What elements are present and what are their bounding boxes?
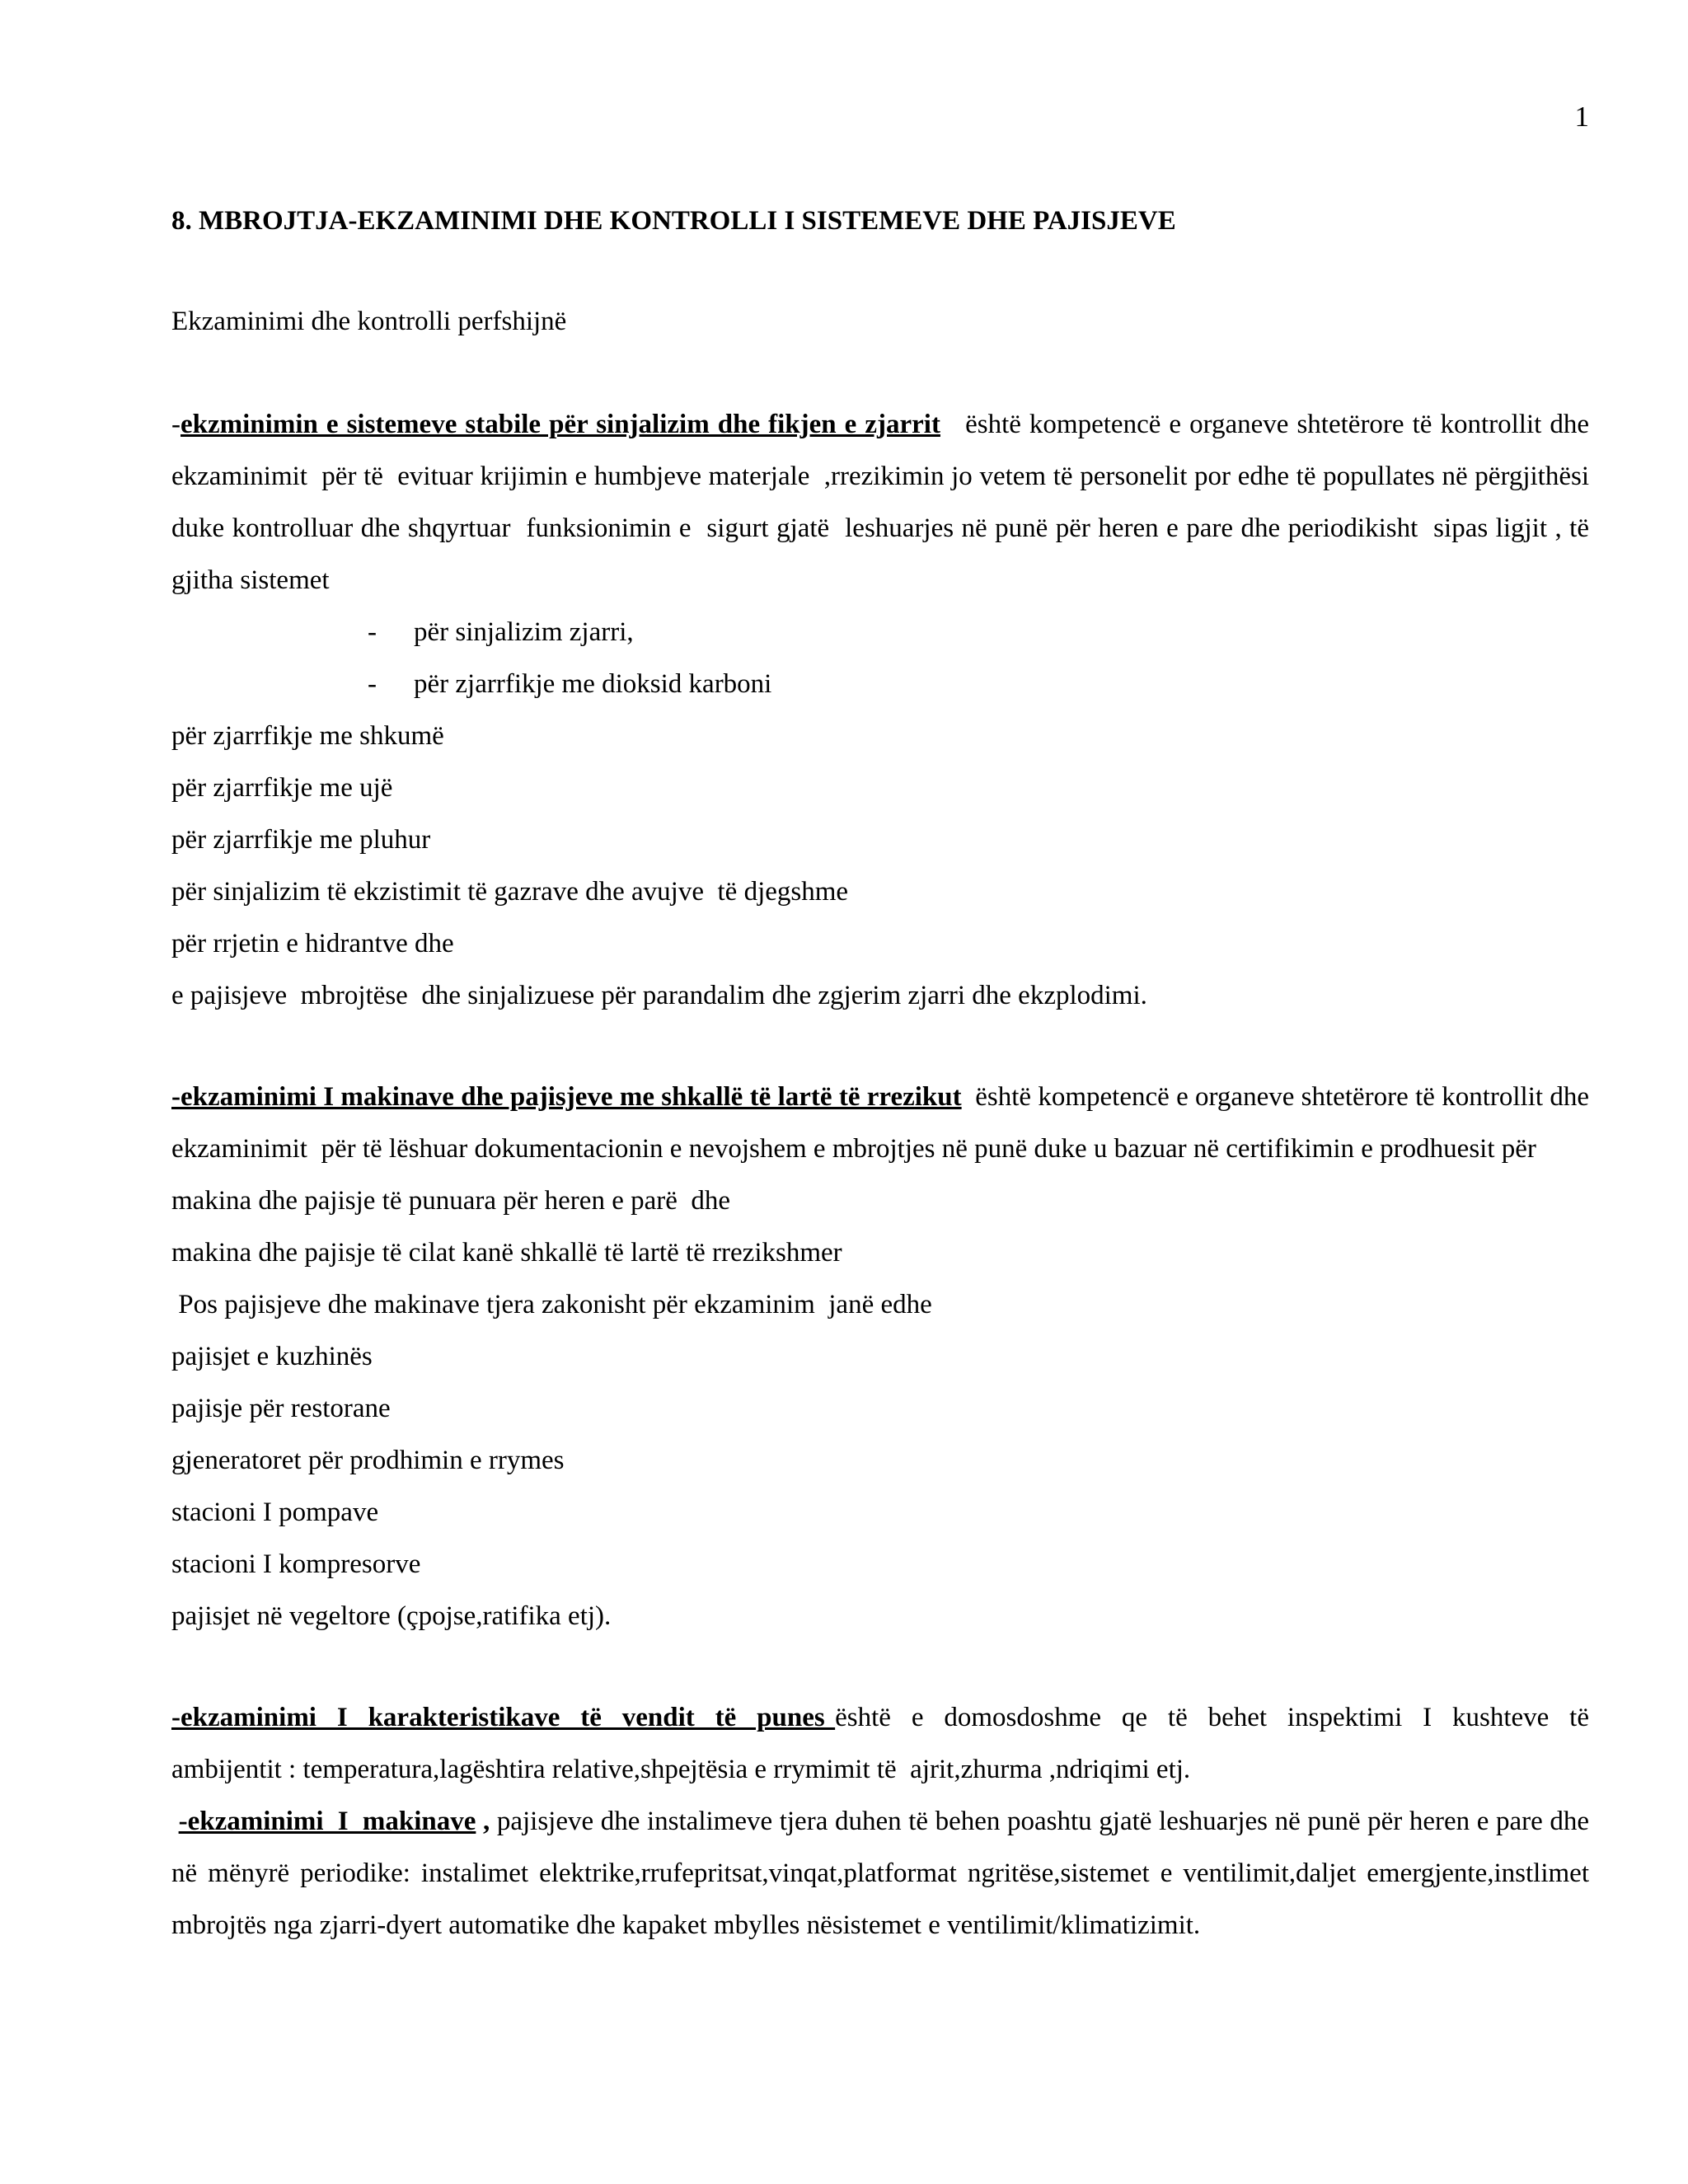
workplace-paragraph	[171, 1692, 1597, 1796]
fire-systems-prefix: -	[171, 410, 181, 439]
list-item: për zjarrfikje me shkumë	[171, 721, 444, 751]
workplace-term: -ekzaminimi I karakteristikave të vendit të punes	[171, 1703, 836, 1732]
list-item: pajisjet në vegeltore (çpojse,ratifika etj).	[171, 1601, 612, 1631]
list-item: e pajisjeve mbrojtëse dhe sinjalizuese për parandalim dhe zgjerim zjarri dhe ekzplodimi.	[171, 981, 1147, 1010]
intro-text: Ekzaminimi dhe kontrolli perfshijnë	[171, 307, 567, 336]
list-item: për rrjetin e hidrantve dhe	[171, 929, 454, 958]
dash-list-item	[171, 607, 1589, 658]
list-item: Pos pajisjeve dhe makinave tjera zakonisht për ekzaminim janë edhe	[171, 1290, 932, 1319]
paragraph-spacer	[171, 1643, 1589, 1692]
list-item: stacioni I kompresorve	[171, 1549, 421, 1579]
list-item: gjeneratoret për prodhimin e rrymes	[171, 1446, 565, 1475]
list-item: stacioni I pompave	[171, 1497, 379, 1527]
high-risk-paragraph	[171, 1071, 1597, 1175]
dash-list-item	[171, 658, 1589, 710]
page-number: 1	[1574, 101, 1589, 133]
list-item: për zjarrfikje me pluhur	[171, 825, 431, 855]
list-item: pajisje për restorane	[171, 1394, 391, 1423]
list-item: pajisjet e kuzhinës	[171, 1342, 373, 1371]
fire-systems-paragraph	[171, 399, 1603, 607]
dash-bullet: -	[368, 669, 377, 699]
machines-text: pajisjeve dhe instalimeve tjera duhen të behen poashtu gjatë leshuarjes në punë për heren e pare dhe në mënyrë periodike: instalimet elektrike,rrufepritsat,vinqat,platformat ngritëse,sistemet e ventilimit,daljet emergjente,instlimet mbrojtës nga zjarri-dyert automatike dhe kapaket mbylles nësistemet e ventilimit/klimatizimit.	[171, 1807, 1597, 1940]
list-item: për sinjalizim të ekzistimit të gazrave dhe avujve të djegshme	[171, 877, 849, 907]
machines-bold-tail: ,	[476, 1807, 490, 1836]
list-item: makina dhe pajisje të punuara për heren e parë dhe	[171, 1186, 731, 1216]
section-high-risk-machines	[171, 1071, 1597, 1643]
workplace-text: është e domosdoshme qe të behet inspektimi I kushteve të ambijentit : temperatura,lagështira relative,shpejtësia e rrymimit të ajrit,zhurma ,ndriqimi etj.	[171, 1703, 1597, 1784]
section-fire-systems	[171, 399, 1603, 1022]
paragraph-spacer	[171, 1022, 1589, 1071]
list-item: makina dhe pajisje të cilat kanë shkallë të lartë të rrezikshmer	[171, 1238, 842, 1268]
high-risk-text: është kompetencë e organeve shtetërore të kontrollit dhe ekzaminimit për të lëshuar dokumentacionin e nevojshem e mbrojtjes në punë duke u bazuar në certifikimin e prodhuesit për	[171, 1082, 1597, 1164]
document-body	[171, 204, 1603, 1952]
dash-list-item-text: për zjarrfikje me dioksid karboni	[414, 669, 772, 699]
list-item: për zjarrfikje me ujë	[171, 773, 393, 803]
high-risk-term: -ekzaminimi I makinave dhe pajisjeve me shkallë të lartë të rrezikut	[171, 1082, 962, 1112]
dash-bullet: -	[368, 617, 377, 647]
machines-term: -ekzaminimi I makinave	[178, 1807, 476, 1836]
fire-systems-term: ekzminimin e sistemeve stabile për sinjalizim dhe fikjen e zjarrit	[181, 410, 940, 439]
fire-systems-text: është kompetencë e organeve shtetërore të kontrollit dhe ekzaminimit për të evituar krijimin e humbjeve materjale ,rrezikimin jo vetem të personelit por edhe të popullates në përgjithësi duke kontrolluar dhe shqyrtuar funksionimin e sigurt gjatë leshuarjes në punë për heren e pare dhe periodikisht sipas ligjit , të gjitha sistemet	[171, 410, 1603, 595]
machines-paragraph	[171, 1796, 1597, 1952]
dash-list-item-text: për sinjalizim zjarri,	[414, 617, 634, 647]
machines-lead	[171, 1807, 179, 1836]
section-heading: 8. MBROJTJA-EKZAMINIMI DHE KONTROLLI I SISTEMEVE DHE PAJISJEVE	[171, 206, 1176, 236]
